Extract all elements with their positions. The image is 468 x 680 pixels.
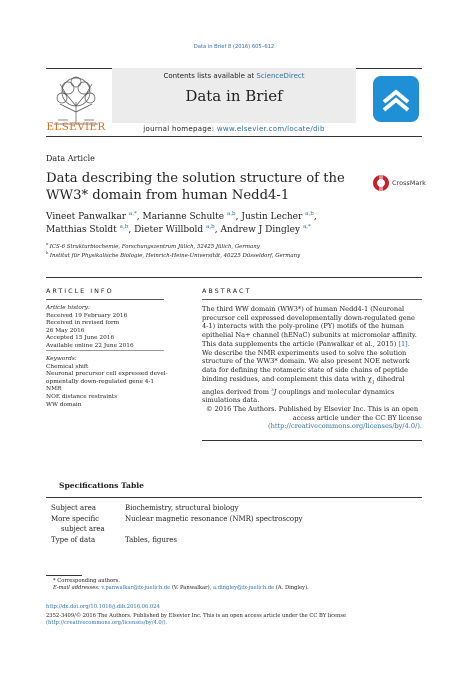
contents-prefix: Contents lists available at xyxy=(163,72,255,80)
spec-table-heading: Specifications Table xyxy=(59,481,144,490)
journal-citation[interactable]: Data in Brief 8 (2016) 605–612 xyxy=(193,44,275,50)
spec-table-top-rule xyxy=(46,497,422,498)
keyword: Neuronal precursor cell expressed devel- xyxy=(46,371,168,378)
table-row xyxy=(51,503,421,514)
corresponding-note: * Corresponding authors. xyxy=(53,578,120,584)
keywords xyxy=(46,356,170,409)
row-label: subject area xyxy=(61,525,105,533)
section-rule xyxy=(46,277,422,278)
keywords-label: Keywords: xyxy=(46,356,77,362)
keyword: NOE distance restraints xyxy=(46,393,118,400)
abstract-rule xyxy=(202,299,422,300)
homepage-line xyxy=(112,125,356,133)
row-value: Tables, figures xyxy=(125,535,177,544)
homepage-prefix: journal homepage: xyxy=(143,125,215,133)
title-line-2: WW3* domain from human Nedd4-1 xyxy=(46,188,290,203)
author-name: Marianne Schulte $^{a,b}$ xyxy=(142,211,236,222)
issn-line: 2352-3409/© 2016 The Authors. Published by Elsevier Inc. This is an open access article under the CC BY license (http://creativecommons.org/licenses/by/4.0/). xyxy=(46,613,426,627)
history-item: Received in revised form xyxy=(46,320,120,327)
footnote-rule xyxy=(46,575,82,576)
history-rule xyxy=(46,350,164,351)
title-line-1: Data describing the solution structure of the xyxy=(46,171,345,186)
article-title xyxy=(46,170,366,204)
history-item: Accepted 15 June 2016 xyxy=(46,335,115,342)
email-line: E-mail addresses: v.panwalkar@fz-juelich.de (V. Panwalkar), a.dingley@fz-juelich.de (A. Dingley). xyxy=(53,585,309,591)
doi-link[interactable]: http://dx.doi.org/10.1016/j.dib.2016.06.024 xyxy=(46,604,160,610)
author-name: Andrew J Dingley $^{a,*}$ xyxy=(220,224,311,235)
row-value: Biochemistry, structural biology xyxy=(125,504,239,512)
article-type: Data Article xyxy=(46,154,95,163)
reference-link[interactable]: [1]. xyxy=(398,339,410,348)
keyword: opmentally down-regulated gene 4-1 xyxy=(46,378,155,385)
email-link[interactable]: a.dingley@fz-juelich.de xyxy=(212,585,275,591)
author-name: Matthias Stoldt $^{a,b}$ xyxy=(46,224,129,235)
abstract-line: precursor cell expressed developmentally down-regulated gene xyxy=(202,313,415,322)
row-label: Subject area xyxy=(51,504,96,512)
article-info-heading: ARTICLE INFO xyxy=(46,287,114,295)
journal-title: Data in Brief xyxy=(185,87,283,105)
authors-line-1: Vineet Panwalkar $^{a,*}$, Marianne Schulte $^{a,b}$, Justin Lecher $^{a,b}$, xyxy=(46,211,317,222)
email-link[interactable]: v.panwalkar@fz-juelich.de xyxy=(101,585,171,591)
license-link[interactable]: (http://creativecommons.org/licenses/by/4.0/). xyxy=(268,422,422,431)
authors-line-2: Matthias Stoldt $^{a,b}$, Dieter Willbold $^{a,b}$, Andrew J Dingley $^{a,*}$ xyxy=(46,224,311,235)
abstract-line: This data supplements the article (Panwalkar et al., 2015) [1]. xyxy=(202,339,410,348)
issn-license-link[interactable]: (http://creativecommons.org/licenses/by/4.0/). xyxy=(46,620,168,626)
history-item: 26 May 2016 xyxy=(46,327,85,334)
table-row xyxy=(51,524,421,535)
author-name: Justin Lecher $^{a,b}$ xyxy=(241,211,314,222)
copyright-line: access article under the CC BY license xyxy=(292,413,422,422)
abstract-line: binding residues, and complement this data with $\chi_1$ dihedral xyxy=(202,374,405,385)
crossmark-icon xyxy=(372,174,390,192)
abstract-bottom-rule xyxy=(202,440,422,441)
abstract-line: structure of the WW3* domain. We also present NOE network xyxy=(202,357,410,366)
history-item: Available online 22 June 2016 xyxy=(46,342,134,349)
abstract-body xyxy=(202,305,422,431)
crossmark-label: CrossMark xyxy=(392,179,426,187)
footnote xyxy=(53,578,423,592)
history-item: Received 19 February 2016 xyxy=(46,312,128,319)
abstract-line: 4-1) interacts with the poly-proline (PY) motifs of the human xyxy=(202,322,405,331)
abstract-heading: ABSTRACT xyxy=(202,287,252,295)
keyword: WW domain xyxy=(46,401,82,408)
affiliation-a: $^a$ ICS-6 Strukturbiochemie, Forschungszentrum Jülich, 52425 Jülich, Germany xyxy=(46,242,260,250)
contents-line xyxy=(112,72,356,80)
table-row xyxy=(51,535,421,546)
table-row xyxy=(51,514,421,525)
affiliation-b: $^b$ Institut für Physikalische Biologie, Heinrich-Heine-Universität, 40225 Düsseldorf, Germany xyxy=(46,250,301,259)
keyword: NMR xyxy=(46,386,62,393)
homepage-link[interactable]: www.elsevier.com/locate/dib xyxy=(216,125,325,133)
article-history xyxy=(46,305,170,351)
sciencedirect-link[interactable]: ScienceDirect xyxy=(256,72,305,80)
journal-cover-icon xyxy=(370,72,422,128)
abstract-line: We describe the NMR experiments used to solve the solution xyxy=(202,348,407,357)
row-label: More specific xyxy=(51,514,100,523)
authors xyxy=(46,211,426,237)
abstract-line: The third WW domain (WW3*) of human Nedd4-1 (Neuronal xyxy=(202,305,405,313)
row-label: Type of data xyxy=(51,535,96,544)
author-name: Vineet Panwalkar $^{a,*}$ xyxy=(46,211,137,222)
abstract-line: simulations data. xyxy=(202,396,260,405)
spec-table xyxy=(51,503,421,545)
row-value: Nuclear magnetic resonance (NMR) spectroscopy xyxy=(125,514,303,523)
elsevier-wordmark: ELSEVIER xyxy=(46,121,106,133)
article-info-rule xyxy=(46,299,164,300)
abstract-line: epithelial Na+ channel (hENaC) subunits at micromolar affinity. xyxy=(202,331,417,340)
history-label: Article history: xyxy=(46,305,90,311)
copyright-line: © 2016 The Authors. Published by Elsevier Inc. This is an open xyxy=(205,405,419,414)
header-bottom-rule xyxy=(46,136,422,137)
keyword: Chemical shift xyxy=(46,363,89,370)
affiliations xyxy=(46,243,426,260)
abstract-line: angles derived from $^3$J couplings and molecular dynamics xyxy=(202,386,395,396)
crossmark-badge[interactable] xyxy=(372,174,430,192)
author-name: Dieter Willbold $^{a,b}$ xyxy=(134,224,215,235)
abstract-line: data for defining the rotameric state of side chains of peptide xyxy=(202,365,408,374)
